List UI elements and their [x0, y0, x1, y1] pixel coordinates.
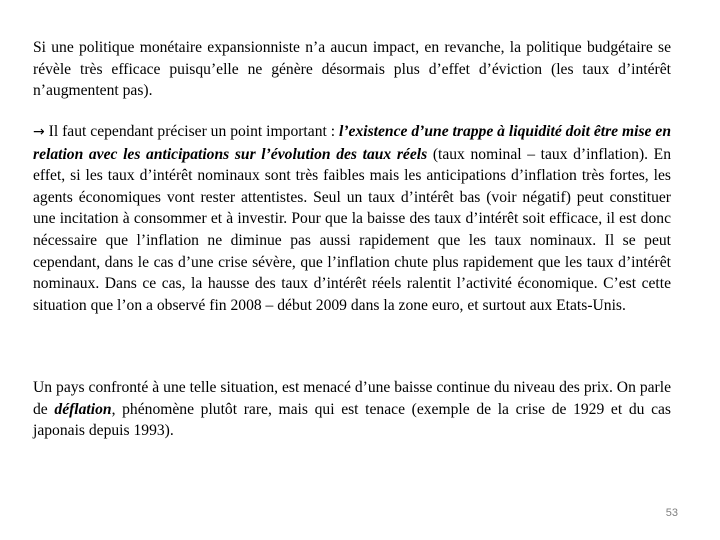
- right-arrow-icon: →: [33, 124, 45, 140]
- liquidity-trap-emphasis: l’existence d’une trappe à liquidité doit être mise en relation avec les anticipations sur l’évolution des taux réels: [33, 123, 671, 163]
- paragraph-3-rest: , phénomène plutôt rare, mais qui est tenace (exemple de la crise de 1929 et du cas japonais depuis 1993).: [33, 400, 672, 440]
- deflation-emphasis: déflation: [54, 400, 112, 418]
- paragraph-1-text: Si une politique monétaire expansionniste n’a aucun impact, en revanche, la politique budgétaire se révèle très efficace puisqu’elle ne génère désormais plus d’effet d’éviction (les taux d’intérêt n’augmentent pas).: [33, 39, 671, 100]
- paragraph-3-lead: Un pays confronté à une telle situation, est menacé d’une baisse continue du niveau des prix. On parle de: [33, 379, 671, 418]
- paragraph-budget-policy: [33, 37, 671, 102]
- paragraph-deflation: [33, 377, 671, 442]
- paragraph-liquidity-trap: [33, 121, 671, 316]
- page-number: 53: [665, 507, 678, 519]
- paragraph-2-rest: (taux nominal – taux d’inflation). En effet, si les taux d’intérêt nominaux sont très faibles mais les anticipations d’inflation très fortes, les agents économiques vont rester attentistes. Seul un taux d’intérêt bas (voir négatif) peut constituer une incitation à consommer et à investir. Pour que la baisse des taux d’intérêt soit efficace, il est donc nécessaire que l’inflation ne diminue pas aussi rapidement que les taux nominaux. Il se peut cependant, dans le cas d’une crise sévère, que l’inflation chute plus rapidement que les taux d’intérêt nominaux. Dans ce cas, la hausse des taux d’intérêt réels ralentit l’activité économique. C’est cette situation que l’on a observé fin 2008 – début 2009 dans la zone euro, et surtout aux Etats-Unis.: [33, 145, 671, 314]
- paragraph-2-lead: Il faut cependant préciser un point important :: [44, 123, 340, 140]
